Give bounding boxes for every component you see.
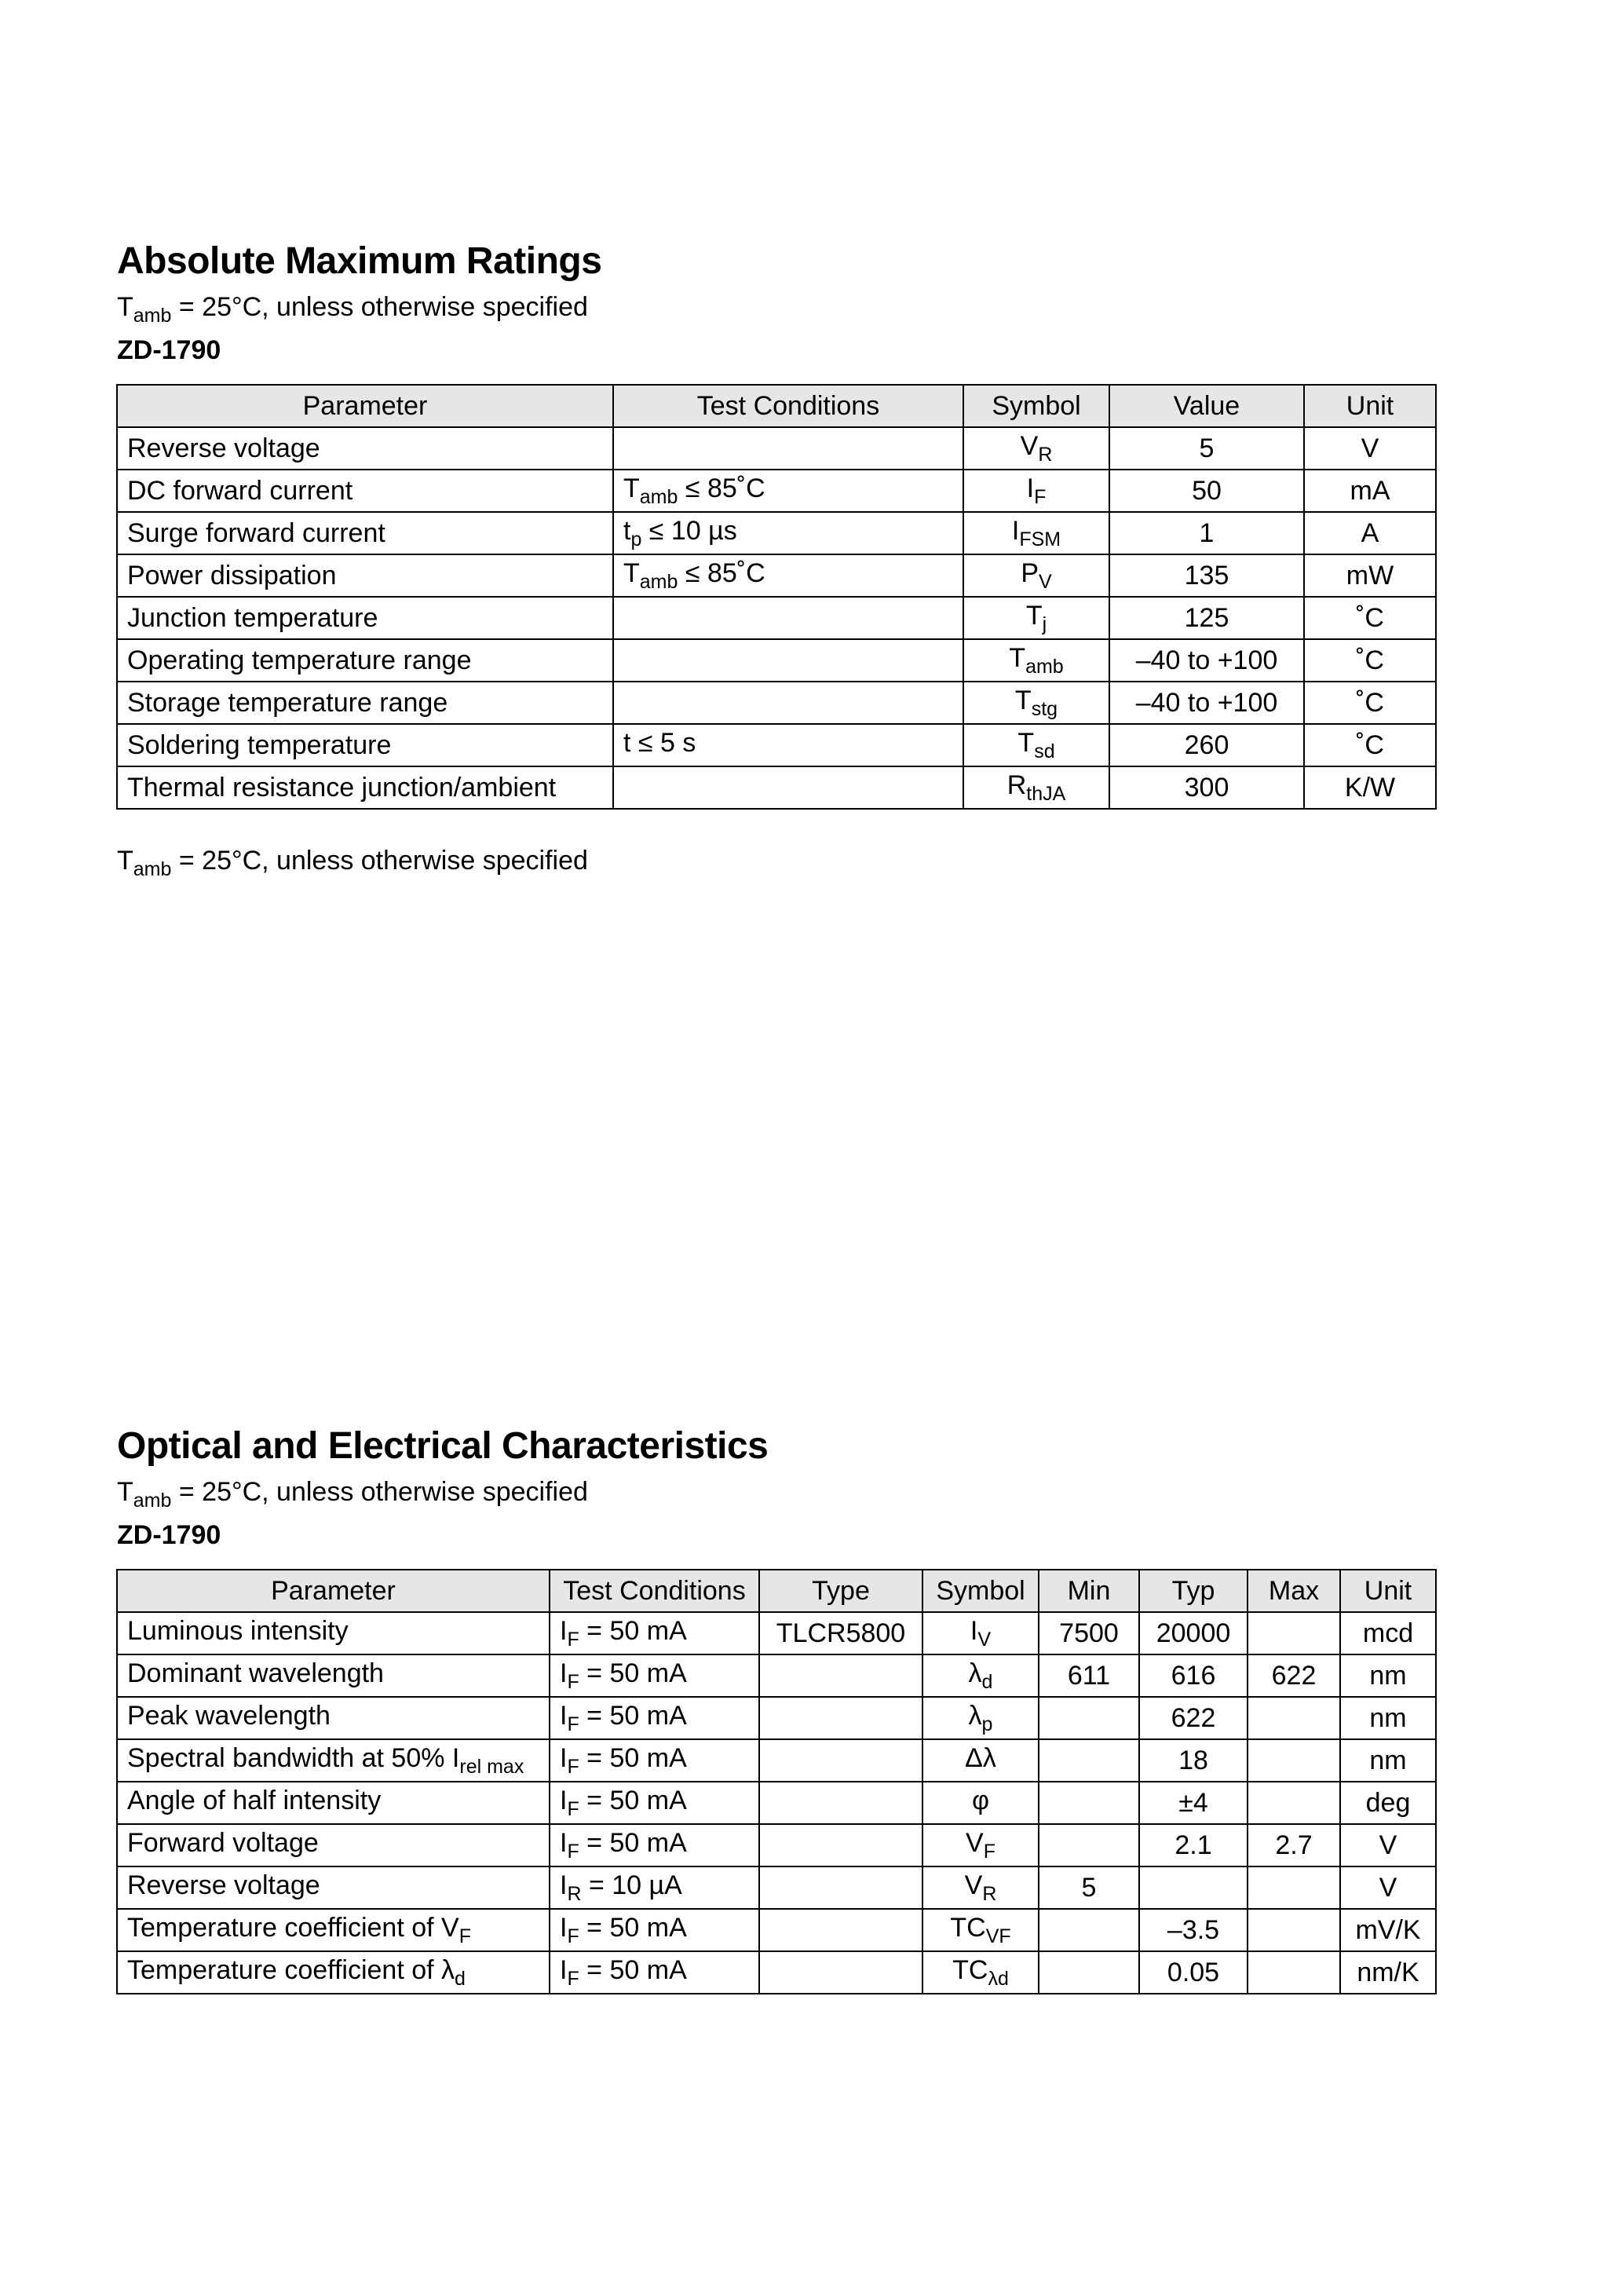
typ-cell: 0.05 xyxy=(1139,1951,1248,1994)
value-cell: 135 xyxy=(1109,554,1304,597)
table-row xyxy=(117,1612,1436,1654)
unit-cell: mcd xyxy=(1340,1612,1436,1654)
min-cell: 7500 xyxy=(1039,1612,1139,1654)
symbol-cell: $\lambda_p$ xyxy=(922,1697,1039,1739)
amr-part-number: ZD-1790 xyxy=(117,335,221,365)
oec-header-row xyxy=(117,1570,1436,1612)
test-condition-cell: $T_{amb}$ ≤ 85˚C xyxy=(613,554,963,597)
max-cell xyxy=(1248,1612,1340,1654)
min-cell xyxy=(1039,1824,1139,1866)
max-cell xyxy=(1248,1782,1340,1824)
unit-cell: nm/K xyxy=(1340,1951,1436,1994)
parameter-cell: Dominant wavelength xyxy=(117,1654,550,1697)
min-cell xyxy=(1039,1909,1139,1951)
test-condition-cell: $T_{amb}$ ≤ 85˚C xyxy=(613,470,963,512)
unit-cell: V xyxy=(1340,1824,1436,1866)
parameter-cell: Power dissipation xyxy=(117,554,613,597)
unit-cell: ˚C xyxy=(1304,597,1436,639)
type-cell xyxy=(759,1739,922,1782)
parameter-cell: Surge forward current xyxy=(117,512,613,554)
symbol-cell: $T_j$ xyxy=(963,597,1109,639)
test-condition-cell: $I_F = 50$ mA xyxy=(550,1951,759,1994)
table-row xyxy=(117,639,1436,682)
symbol-cell: Δλ xyxy=(922,1739,1039,1782)
amr-header-test-conditions: Test Conditions xyxy=(613,385,963,427)
table-row xyxy=(117,766,1436,809)
parameter-cell: Junction temperature xyxy=(117,597,613,639)
value-cell: 125 xyxy=(1109,597,1304,639)
value-cell: 300 xyxy=(1109,766,1304,809)
unit-cell: V xyxy=(1340,1866,1436,1909)
unit-cell: mW xyxy=(1304,554,1436,597)
parameter-cell: Soldering temperature xyxy=(117,724,613,766)
table-row xyxy=(117,1782,1436,1824)
table-row xyxy=(117,427,1436,470)
value-cell: 260 xyxy=(1109,724,1304,766)
test-condition-cell: $I_F = 50$ mA xyxy=(550,1909,759,1951)
oec-table xyxy=(116,1569,1437,1994)
typ-cell xyxy=(1139,1866,1248,1909)
min-cell xyxy=(1039,1697,1139,1739)
value-cell: –40 to +100 xyxy=(1109,639,1304,682)
parameter-cell: Temperature coefficient of $\lambda_d$ xyxy=(117,1951,550,1994)
value-cell: 5 xyxy=(1109,427,1304,470)
type-cell xyxy=(759,1654,922,1697)
max-cell: 2.7 xyxy=(1248,1824,1340,1866)
symbol-cell: $I_F$ xyxy=(963,470,1109,512)
table-row xyxy=(117,1951,1436,1994)
test-condition-cell: $I_F = 50$ mA xyxy=(550,1739,759,1782)
amr-header-value: Value xyxy=(1109,385,1304,427)
amr-conditions-note: $T_{amb} = 25^\circ C$, unless otherwise specified xyxy=(117,292,588,327)
type-cell xyxy=(759,1951,922,1994)
unit-cell: V xyxy=(1304,427,1436,470)
amr-title: Absolute Maximum Ratings xyxy=(117,240,602,282)
amr-header-parameter: Parameter xyxy=(117,385,613,427)
parameter-cell: Operating temperature range xyxy=(117,639,613,682)
table-row xyxy=(117,1909,1436,1951)
max-cell xyxy=(1248,1909,1340,1951)
symbol-cell: $T_{sd}$ xyxy=(963,724,1109,766)
max-cell xyxy=(1248,1951,1340,1994)
min-cell: 5 xyxy=(1039,1866,1139,1909)
test-condition-cell xyxy=(613,682,963,724)
amr-header-symbol: Symbol xyxy=(963,385,1109,427)
test-condition-cell xyxy=(613,639,963,682)
unit-cell: ˚C xyxy=(1304,639,1436,682)
test-condition-cell: $I_F = 50$ mA xyxy=(550,1824,759,1866)
min-cell xyxy=(1039,1951,1139,1994)
table-row xyxy=(117,1697,1436,1739)
parameter-cell: Reverse voltage xyxy=(117,427,613,470)
symbol-cell: $TC_{VF}$ xyxy=(922,1909,1039,1951)
parameter-cell: DC forward current xyxy=(117,470,613,512)
value-cell: 50 xyxy=(1109,470,1304,512)
table-row xyxy=(117,554,1436,597)
parameter-cell: Reverse voltage xyxy=(117,1866,550,1909)
oec-header-parameter: Parameter xyxy=(117,1570,550,1612)
max-cell xyxy=(1248,1866,1340,1909)
typ-cell: 622 xyxy=(1139,1697,1248,1739)
typ-cell: ±4 xyxy=(1139,1782,1248,1824)
test-condition-cell: t ≤ 5 s xyxy=(613,724,963,766)
amr-footer-note: $T_{amb} = 25^\circ C$, unless otherwise specified xyxy=(117,846,588,880)
unit-cell: nm xyxy=(1340,1654,1436,1697)
unit-cell: mV/K xyxy=(1340,1909,1436,1951)
type-cell xyxy=(759,1824,922,1866)
symbol-cell: $R_{thJA}$ xyxy=(963,766,1109,809)
parameter-cell: Forward voltage xyxy=(117,1824,550,1866)
oec-title: Optical and Electrical Characteristics xyxy=(117,1425,769,1467)
symbol-cell: $T_{stg}$ xyxy=(963,682,1109,724)
oec-header-symbol: Symbol xyxy=(922,1570,1039,1612)
oec-header-test-conditions: Test Conditions xyxy=(550,1570,759,1612)
type-cell: TLCR5800 xyxy=(759,1612,922,1654)
max-cell xyxy=(1248,1697,1340,1739)
table-row xyxy=(117,512,1436,554)
typ-cell: 616 xyxy=(1139,1654,1248,1697)
test-condition-cell: $I_F = 50$ mA xyxy=(550,1697,759,1739)
symbol-cell: $V_F$ xyxy=(922,1824,1039,1866)
parameter-cell: Angle of half intensity xyxy=(117,1782,550,1824)
amr-header-row xyxy=(117,385,1436,427)
unit-cell: mA xyxy=(1304,470,1436,512)
parameter-cell: Storage temperature range xyxy=(117,682,613,724)
oec-header-unit: Unit xyxy=(1340,1570,1436,1612)
symbol-cell: $T_{amb}$ xyxy=(963,639,1109,682)
min-cell xyxy=(1039,1739,1139,1782)
type-cell xyxy=(759,1909,922,1951)
type-cell xyxy=(759,1866,922,1909)
oec-header-min: Min xyxy=(1039,1570,1139,1612)
parameter-cell: Peak wavelength xyxy=(117,1697,550,1739)
parameter-cell: Temperature coefficient of $V_F$ xyxy=(117,1909,550,1951)
oec-part-number: ZD-1790 xyxy=(117,1520,221,1550)
table-row xyxy=(117,1866,1436,1909)
typ-cell: –3.5 xyxy=(1139,1909,1248,1951)
oec-header-max: Max xyxy=(1248,1570,1340,1612)
table-row xyxy=(117,1824,1436,1866)
parameter-cell: Luminous intensity xyxy=(117,1612,550,1654)
type-cell xyxy=(759,1782,922,1824)
min-cell xyxy=(1039,1782,1139,1824)
typ-cell: 20000 xyxy=(1139,1612,1248,1654)
table-row xyxy=(117,470,1436,512)
symbol-cell: $V_R$ xyxy=(963,427,1109,470)
symbol-cell: $V_R$ xyxy=(922,1866,1039,1909)
parameter-cell: Spectral bandwidth at 50% $I_{rel max}$ xyxy=(117,1739,550,1782)
test-condition-cell: $I_F = 50$ mA xyxy=(550,1654,759,1697)
table-row xyxy=(117,1654,1436,1697)
unit-cell: A xyxy=(1304,512,1436,554)
unit-cell: deg xyxy=(1340,1782,1436,1824)
table-row xyxy=(117,682,1436,724)
max-cell xyxy=(1248,1739,1340,1782)
value-cell: –40 to +100 xyxy=(1109,682,1304,724)
symbol-cell: $I_{FSM}$ xyxy=(963,512,1109,554)
amr-header-unit: Unit xyxy=(1304,385,1436,427)
max-cell: 622 xyxy=(1248,1654,1340,1697)
test-condition-cell xyxy=(613,597,963,639)
parameter-cell: Thermal resistance junction/ambient xyxy=(117,766,613,809)
symbol-cell: $I_V$ xyxy=(922,1612,1039,1654)
unit-cell: nm xyxy=(1340,1697,1436,1739)
min-cell: 611 xyxy=(1039,1654,1139,1697)
amr-table xyxy=(116,384,1437,810)
unit-cell: ˚C xyxy=(1304,724,1436,766)
table-row xyxy=(117,724,1436,766)
unit-cell: nm xyxy=(1340,1739,1436,1782)
unit-cell: K/W xyxy=(1304,766,1436,809)
symbol-cell: $\lambda_d$ xyxy=(922,1654,1039,1697)
test-condition-cell: $I_R = 10$ µA xyxy=(550,1866,759,1909)
unit-cell: ˚C xyxy=(1304,682,1436,724)
symbol-cell: $P_V$ xyxy=(963,554,1109,597)
table-row xyxy=(117,597,1436,639)
test-condition-cell xyxy=(613,766,963,809)
type-cell xyxy=(759,1697,922,1739)
value-cell: 1 xyxy=(1109,512,1304,554)
test-condition-cell: $t_p \le 10$ µs xyxy=(613,512,963,554)
test-condition-cell: $I_F = 50$ mA xyxy=(550,1612,759,1654)
typ-cell: 2.1 xyxy=(1139,1824,1248,1866)
oec-conditions-note: $T_{amb} = 25^\circ C$, unless otherwise specified xyxy=(117,1477,588,1512)
oec-header-typ: Typ xyxy=(1139,1570,1248,1612)
symbol-cell: φ xyxy=(922,1782,1039,1824)
oec-header-type: Type xyxy=(759,1570,922,1612)
symbol-cell: $TC_{\lambda d}$ xyxy=(922,1951,1039,1994)
test-condition-cell: $I_F = 50$ mA xyxy=(550,1782,759,1824)
table-row xyxy=(117,1739,1436,1782)
test-condition-cell xyxy=(613,427,963,470)
typ-cell: 18 xyxy=(1139,1739,1248,1782)
